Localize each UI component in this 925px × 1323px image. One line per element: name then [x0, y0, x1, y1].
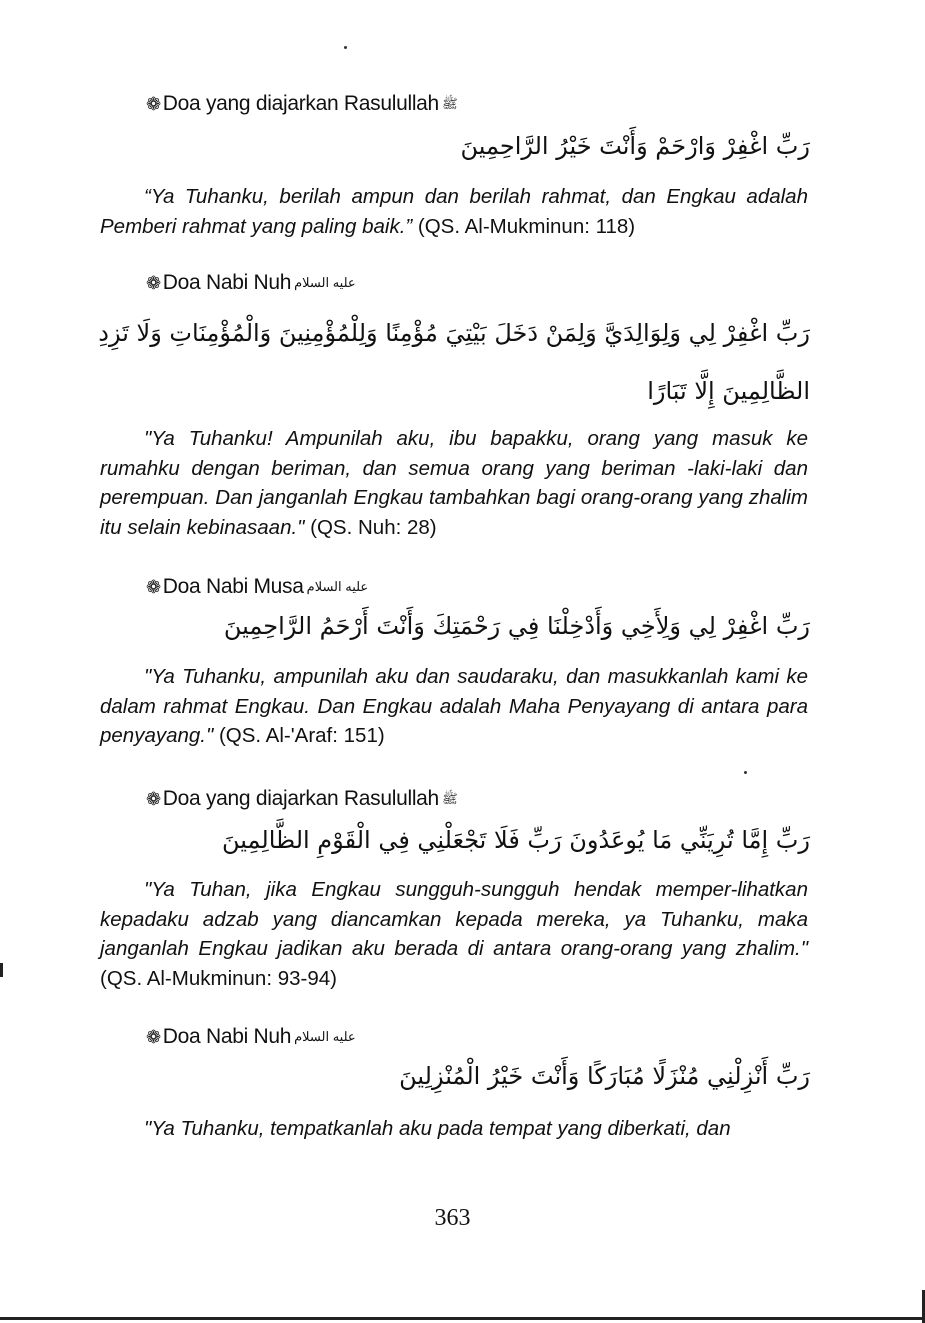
section-heading [146, 92, 458, 116]
page-edge-mark [0, 963, 3, 977]
translation-text: "Ya Tuhanku, ampunilah aku dan saudaraku, dan masukkanlah kami ke dalam rahmat Engkau. Dan Engkau adalah Maha Penyayang di antara para penyayang." [100, 665, 808, 747]
translation-paragraph [100, 424, 808, 542]
translation-text: "Ya Tuhan, jika Engkau sungguh-sungguh hendak memper-lihatkan kepadaku adzab yang diancamkan kepada mereka, ya Tuhanku, maka janganlah Engkau jadikan aku berada di antara orang-orang yang zhalim." [100, 878, 808, 960]
quran-reference: (QS. Nuh: 28) [304, 515, 437, 539]
honorific-icon: عليه السلام [294, 1029, 356, 1044]
page-number: 363 [434, 1205, 471, 1231]
translation-paragraph [100, 1114, 808, 1144]
translation-paragraph [100, 662, 808, 751]
translation-text: “Ya Tuhanku, berilah ampun dan berilah rahmat, dan Engkau adalah Pemberi rahmat yang paling baik.” [100, 185, 808, 238]
translation-paragraph [100, 182, 808, 241]
arabic-verse: رَبِّ اغْفِرْ وَارْحَمْ وَأَنْتَ خَيْرُ الرَّاحِمِينَ [460, 132, 810, 160]
quran-reference: (QS. Al-Mukminun: 93-94) [100, 966, 337, 990]
translation-paragraph [100, 875, 808, 993]
translation-text: "Ya Tuhanku! Ampunilah aku, ibu bapakku, orang yang masuk ke rumahku dengan beriman, dan semua orang yang beriman -laki-laki dan perempuan. Dan janganlah Engkau tambahkan bagi orang-orang yang zhalim itu selain kebinasaan." [100, 427, 808, 539]
heading-text: Doa Nabi Musa [162, 575, 304, 598]
arabic-verse: رَبِّ اغْفِرْ لِي وَلِوَالِدَيَّ وَلِمَنْ دَخَلَ بَيْتِيَ مُؤْمِنًا وَلِلْمُؤْمِنِينَ وَالْمُؤْمِنَاتِ وَلَا تَزِدِ الظَّالِمِينَ إِلَّا تَبَارًا [98, 319, 810, 405]
honorific-icon: ﷺ [441, 791, 458, 806]
honorific-icon: عليه السلام [306, 579, 369, 594]
arabic-verse: رَبِّ إِمَّا تُرِيَنِّي مَا يُوعَدُونَ رَبِّ فَلَا تَجْعَلْنِي فِي الْقَوْمِ الظَّالِمِينَ [222, 826, 810, 854]
honorific-icon: ﷺ [441, 96, 458, 111]
section-heading [146, 271, 356, 295]
flower-ornament-icon: ❁ [146, 94, 161, 114]
section-heading [146, 575, 368, 599]
honorific-icon: عليه السلام [294, 275, 356, 290]
ink-speck [344, 46, 347, 49]
ink-speck [744, 771, 747, 774]
flower-ornament-icon: ❁ [146, 1027, 161, 1047]
flower-ornament-icon: ❁ [146, 273, 161, 293]
arabic-verse: رَبِّ اغْفِرْ لِي وَلِأَخِي وَأَدْخِلْنَا فِي رَحْمَتِكَ وَأَنْتَ أَرْحَمُ الرَّاحِمِينَ [223, 612, 810, 640]
heading-text: Doa Nabi Nuh [162, 1025, 292, 1048]
section-heading [146, 787, 458, 811]
heading-text: Doa yang diajarkan Rasulullah [162, 787, 439, 810]
heading-text: Doa Nabi Nuh [162, 271, 292, 294]
arabic-verse: رَبِّ أَنْزِلْنِي مُنْزَلًا مُبَارَكًا وَأَنْتَ خَيْرُ الْمُنْزِلِينَ [399, 1062, 810, 1090]
heading-text: Doa yang diajarkan Rasulullah [162, 92, 439, 115]
section-heading [146, 1025, 356, 1049]
quran-reference: (QS. Al-Mukminun: 118) [412, 214, 636, 238]
flower-ornament-icon: ❁ [146, 789, 161, 809]
quran-reference: (QS. Al-'Araf: 151) [213, 724, 385, 747]
flower-ornament-icon: ❁ [146, 577, 161, 597]
translation-text: "Ya Tuhanku, tempatkanlah aku pada tempat yang diberkati, dan [144, 1117, 731, 1140]
page-bottom-edge [0, 1317, 925, 1320]
